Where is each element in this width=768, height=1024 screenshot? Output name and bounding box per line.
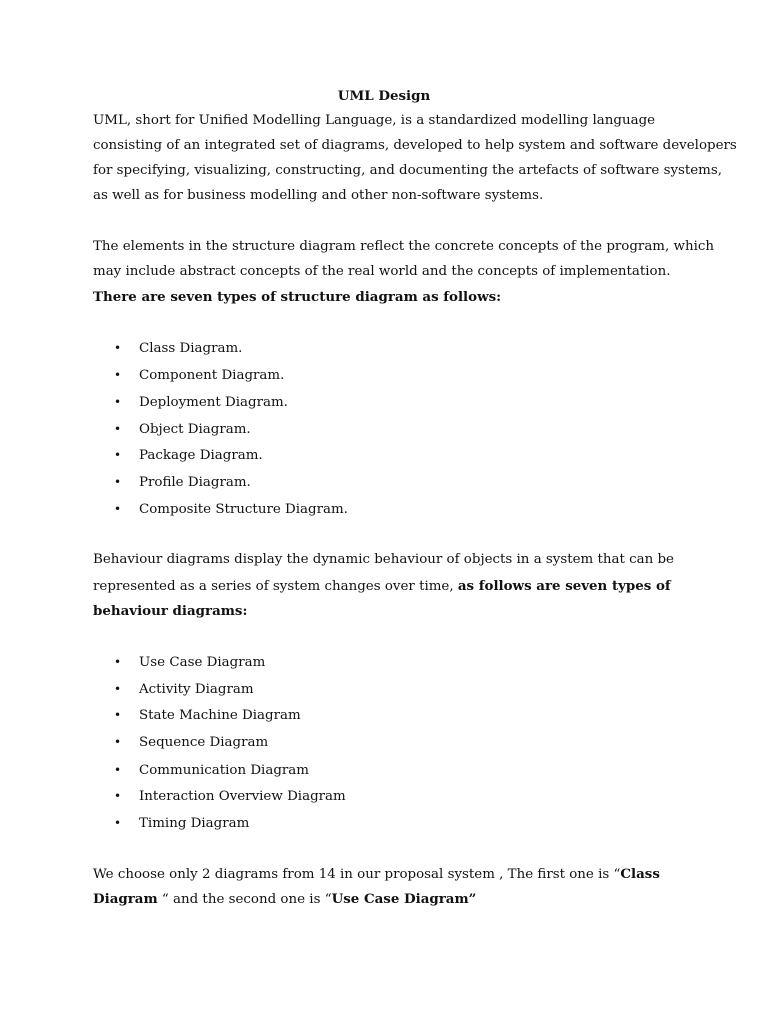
bullet-icon: • <box>114 789 122 803</box>
intro-line: as well as for business modelling and other non-software systems. <box>93 188 544 203</box>
list-item <box>114 339 242 358</box>
bullet-icon: • <box>114 368 122 382</box>
closing-line <box>93 865 660 884</box>
bullet-icon: • <box>114 655 122 669</box>
behaviour-line <box>93 577 671 596</box>
list-item-label: Use Case Diagram <box>139 655 266 670</box>
list-item <box>114 366 284 385</box>
list-item <box>114 393 288 412</box>
list-item-label: Class Diagram. <box>139 341 243 356</box>
list-item-label: Communication Diagram <box>139 763 309 778</box>
list-item <box>114 446 263 465</box>
intro-line: UML, short for Unified Modelling Language, is a standardized modelling language <box>93 113 656 128</box>
bullet-icon: • <box>114 735 122 749</box>
bullet-icon: • <box>114 422 122 436</box>
list-item-label: State Machine Diagram <box>139 708 301 723</box>
list-item-label: Object Diagram. <box>139 422 251 437</box>
list-item <box>114 814 249 833</box>
behaviour-line: Behaviour diagrams display the dynamic behaviour of objects in a system that can be <box>93 552 674 567</box>
list-item <box>114 706 301 725</box>
structure-heading: There are seven types of structure diagram as follows: <box>93 289 502 305</box>
list-item <box>114 473 251 492</box>
bullet-icon: • <box>114 475 122 489</box>
behaviour-heading: behaviour diagrams: <box>93 603 248 619</box>
closing-text: “ and the second one is “ <box>157 892 332 907</box>
list-item-label: Activity Diagram <box>139 682 254 697</box>
list-item-label: Package Diagram. <box>139 448 263 463</box>
bullet-icon: • <box>114 816 122 830</box>
bullet-icon: • <box>114 763 122 777</box>
list-item-label: Timing Diagram <box>139 816 250 831</box>
behaviour-text: represented as a series of system changes over time, <box>93 579 458 594</box>
closing-emphasis: Use Case Diagram” <box>331 891 477 907</box>
list-item <box>114 733 268 752</box>
list-item-label: Sequence Diagram <box>139 735 269 750</box>
structure-line: may include abstract concepts of the real world and the concepts of implementation. <box>93 264 671 279</box>
document-title: UML Design <box>337 88 431 104</box>
behaviour-heading: as follows are seven types of <box>457 578 671 594</box>
closing-line <box>93 890 476 909</box>
list-item <box>114 653 265 672</box>
bullet-icon: • <box>114 502 122 516</box>
bullet-icon: • <box>114 395 122 409</box>
closing-emphasis: Class <box>620 866 660 882</box>
closing-text: We choose only 2 diagrams from 14 in our proposal system , The first one is “ <box>93 867 621 882</box>
closing-emphasis: Diagram <box>93 891 158 907</box>
list-item-label: Interaction Overview Diagram <box>139 789 346 804</box>
list-item-label: Deployment Diagram. <box>139 395 288 410</box>
list-item-label: Profile Diagram. <box>139 475 251 490</box>
intro-line: consisting of an integrated set of diagrams, developed to help system and software developers <box>93 138 737 153</box>
structure-line: The elements in the structure diagram reflect the concrete concepts of the program, which <box>93 239 715 254</box>
list-item-label: Composite Structure Diagram. <box>139 502 348 517</box>
list-item <box>114 680 254 699</box>
bullet-icon: • <box>114 708 122 722</box>
bullet-icon: • <box>114 341 122 355</box>
list-item <box>114 420 251 439</box>
list-item <box>114 761 309 780</box>
bullet-icon: • <box>114 448 122 462</box>
intro-line: for specifying, visualizing, constructing, and documenting the artefacts of software systems, <box>93 163 723 178</box>
list-item <box>114 500 348 519</box>
list-item <box>114 787 346 806</box>
bullet-icon: • <box>114 682 122 696</box>
list-item-label: Component Diagram. <box>139 368 285 383</box>
